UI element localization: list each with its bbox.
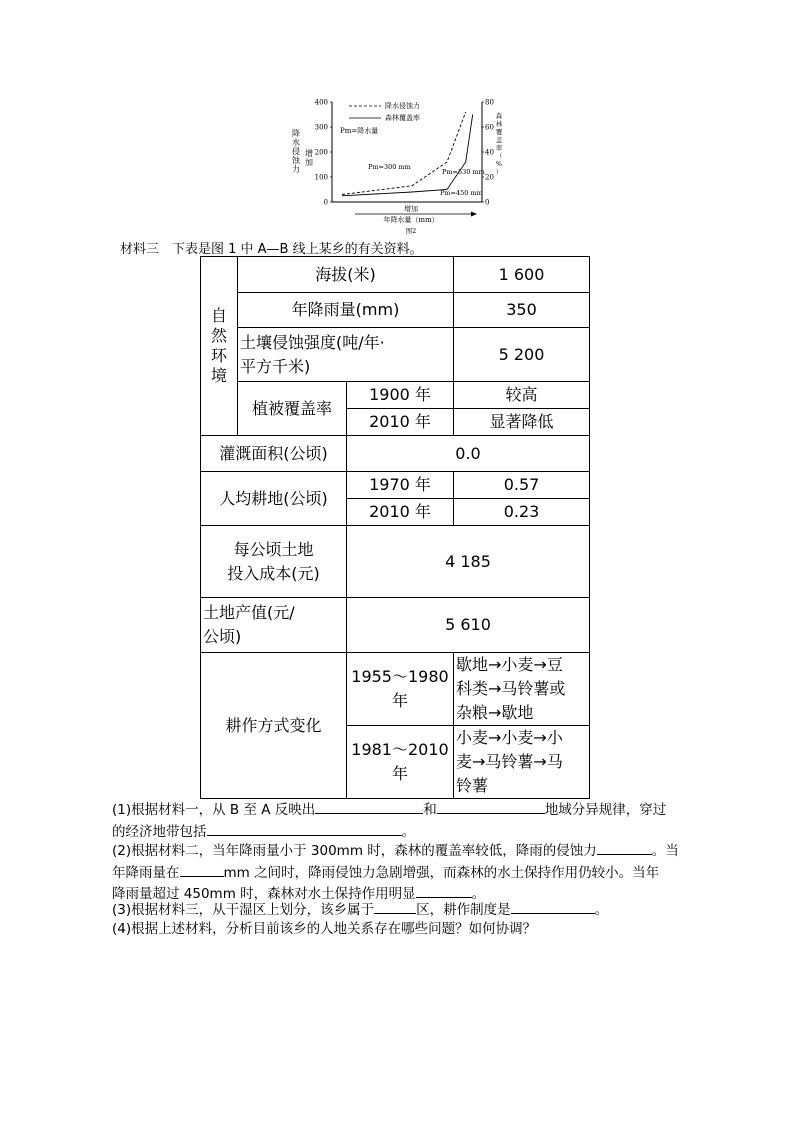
x-axis-label: 年降水量（mm）	[383, 216, 439, 224]
right-axis-title-char: ）	[495, 168, 503, 176]
q2-blank-3[interactable]	[416, 883, 472, 898]
precip-value: 350	[454, 293, 590, 328]
left-tick-label: 300	[314, 123, 328, 132]
q2-text-a: (2)根据材料二，当年降雨量小于 300mm 时，森林的覆盖率较低，降雨的侵蚀力	[112, 843, 597, 859]
table-row	[201, 382, 590, 409]
q3-text-b: 区，耕作制度是	[416, 902, 511, 918]
table-row	[201, 598, 590, 653]
legend-dashed-label: 降水侵蚀力	[385, 102, 420, 110]
vegetation-value-2010: 显著降低	[454, 409, 590, 436]
rotation-1-line2: 科类→马铃薯或	[456, 679, 566, 698]
q2-blank-1[interactable]	[597, 840, 652, 855]
erosivity-series-line	[342, 112, 466, 195]
q2-text-b: 。当	[651, 843, 679, 859]
legend-solid-label: 森林覆盖率	[385, 114, 420, 122]
annotation-pm450: Pm=450 mm	[440, 189, 483, 197]
vegetation-value-1900: 较高	[454, 382, 590, 409]
left-tick-label: 0	[323, 198, 328, 207]
vegetation-year-2010: 2010 年	[347, 409, 454, 436]
material-three-heading: 材料三 下表是图 1 中 A—B 线上某乡的有关资料。	[120, 242, 423, 257]
farming-label: 耕作方式变化	[201, 653, 347, 799]
q1-text-d: 的经济地带包括	[112, 823, 207, 840]
left-axis-title-char: 蚀	[292, 156, 300, 165]
natural-env-char: 然	[210, 326, 227, 345]
q3-text-a: (3)根据材料三，从干湿区上划分，该乡属于	[112, 902, 375, 918]
figure-2-chart	[285, 96, 505, 236]
natural-env-char: 环	[210, 346, 227, 365]
left-tick-label: 100	[314, 173, 328, 182]
question-3	[112, 899, 692, 921]
x-axis-arrowhead	[471, 212, 477, 217]
right-axis-title-char: 覆	[495, 128, 503, 136]
natural-env-label	[201, 306, 237, 386]
annotation-pm-definition: Pm=降水量	[340, 127, 379, 135]
erosion-label-line1: 土壤侵蚀强度(吨/年·	[240, 332, 385, 352]
table-row	[201, 526, 590, 598]
table-row	[201, 472, 590, 499]
rotation-1-line3: 杂粮→歇地	[456, 703, 534, 722]
question-2-line1	[112, 840, 692, 862]
erosion-label-line2: 平方千米)	[240, 356, 311, 376]
altitude-label: 海拔(米)	[238, 257, 454, 293]
erosion-label	[238, 328, 454, 382]
question-2	[112, 840, 692, 905]
vegetation-year-1900: 1900 年	[347, 382, 454, 409]
right-tick-label: 80	[485, 98, 494, 107]
q1-text-c: 地域分异规律，穿过	[544, 802, 667, 818]
left-axis-title	[292, 128, 301, 174]
cropland-year-2010: 2010 年	[347, 499, 454, 526]
left-tick-labels	[315, 99, 332, 207]
right-tick-label: 20	[485, 173, 494, 182]
q1-blank-3[interactable]	[207, 821, 402, 836]
right-axis-title	[496, 111, 503, 176]
q1-text-b: 和	[423, 802, 437, 818]
q2-text-f: 。	[471, 886, 486, 902]
left-tick-label: 400	[314, 98, 328, 107]
right-tick-labels	[482, 99, 494, 207]
cost-value: 4 185	[347, 526, 590, 598]
farming-rotation-2	[454, 726, 590, 799]
output-value: 5 610	[347, 598, 590, 653]
table-row	[201, 328, 590, 382]
rotation-2-line2: 麦→马铃薯→马	[456, 752, 563, 771]
cost-label	[201, 526, 347, 598]
vegetation-label: 植被覆盖率	[238, 382, 347, 436]
q2-blank-2[interactable]	[180, 862, 224, 877]
x-axis-direction: 增加	[404, 205, 418, 213]
right-axis-title-char: %	[495, 160, 503, 168]
table-row	[201, 653, 590, 726]
figure-caption: 图2	[405, 227, 417, 235]
farming-rotation-1	[454, 653, 590, 726]
rotation-2-line3: 铃薯	[456, 776, 489, 795]
table-row	[201, 293, 590, 328]
natural-env-char: 境	[210, 366, 227, 385]
right-axis-title-char: 盖	[495, 136, 503, 144]
output-label	[201, 598, 347, 653]
question-4: (4)根据上述材料，分析目前该乡的人地关系存在哪些问题？如何协调？	[112, 921, 537, 937]
right-axis-title-char: 林	[495, 120, 503, 128]
farming-period-1: 1955～1980 年	[347, 653, 454, 726]
irrigation-value: 0.0	[347, 436, 590, 472]
cost-label-line1: 每公顷土地	[233, 539, 314, 559]
question-2-line2	[112, 862, 692, 884]
left-axis-direction-char: 加	[305, 158, 313, 167]
question-1-line1	[112, 799, 692, 821]
right-axis-title-char: 森	[495, 112, 503, 120]
erosion-value: 5 200	[454, 328, 590, 382]
question-1	[112, 799, 692, 842]
precip-label: 年降雨量(mm)	[238, 293, 454, 328]
annotation-pm300: Pm=300 mm	[368, 163, 411, 171]
q1-text-a: (1)根据材料一，从 B 至 A 反映出	[112, 802, 316, 818]
cropland-label: 人均耕地(公顷)	[201, 472, 347, 526]
q1-text-e: 。	[401, 823, 415, 840]
right-axis-title-char: 率	[495, 144, 503, 152]
q3-blank-2[interactable]	[511, 899, 595, 914]
right-tick-label: 60	[485, 123, 494, 132]
question-1-line2	[112, 821, 692, 843]
q2-text-d: mm 之间时，降雨侵蚀力急剧增强，而森林的水土保持作用仍较小。当年	[223, 864, 660, 881]
left-axis-direction-char: 增	[305, 149, 313, 158]
q1-blank-2[interactable]	[437, 799, 545, 814]
right-tick-label: 0	[485, 198, 490, 207]
cropland-value-2010: 0.23	[454, 499, 590, 526]
left-axis-title-char: 降	[292, 129, 300, 138]
irrigation-label: 灌溉面积(公顷)	[201, 436, 347, 472]
village-data-table	[200, 256, 590, 799]
left-axis-title-char: 力	[292, 165, 300, 174]
right-tick-label: 40	[485, 148, 494, 157]
cost-label-line2: 投入成本(元)	[227, 563, 320, 583]
rotation-2-line1: 小麦→小麦→小	[456, 728, 563, 747]
farming-period-2: 1981～2010 年	[347, 726, 454, 799]
q3-blank-1[interactable]	[374, 899, 416, 914]
output-label-line2: 公顷)	[203, 627, 242, 646]
q2-text-e: 降雨量超过 450mm 时，森林对水土保持作用明显	[112, 886, 416, 902]
annotation-pm530: Pm=530 mm	[442, 168, 485, 176]
left-tick-label: 200	[314, 148, 328, 157]
rotation-1-line1: 歇地→小麦→豆	[456, 655, 563, 674]
left-axis-direction	[305, 148, 313, 167]
table-row	[201, 436, 590, 472]
output-label-line1: 土地产值(元/	[203, 603, 295, 622]
q2-text-c: 年降雨量在	[112, 864, 180, 881]
q1-blank-1[interactable]	[315, 799, 423, 814]
cropland-value-1970: 0.57	[454, 472, 590, 499]
left-axis-title-char: 侵	[292, 147, 300, 156]
altitude-value: 1 600	[454, 257, 590, 293]
left-axis-title-char: 水	[292, 138, 300, 147]
natural-env-char: 自	[210, 306, 227, 325]
table-row	[201, 257, 590, 293]
right-axis-title-char: （	[495, 152, 503, 160]
chart-series	[342, 112, 473, 196]
natural-env-header	[201, 257, 238, 436]
q3-text-c: 。	[594, 902, 609, 918]
cropland-year-1970: 1970 年	[347, 472, 454, 499]
